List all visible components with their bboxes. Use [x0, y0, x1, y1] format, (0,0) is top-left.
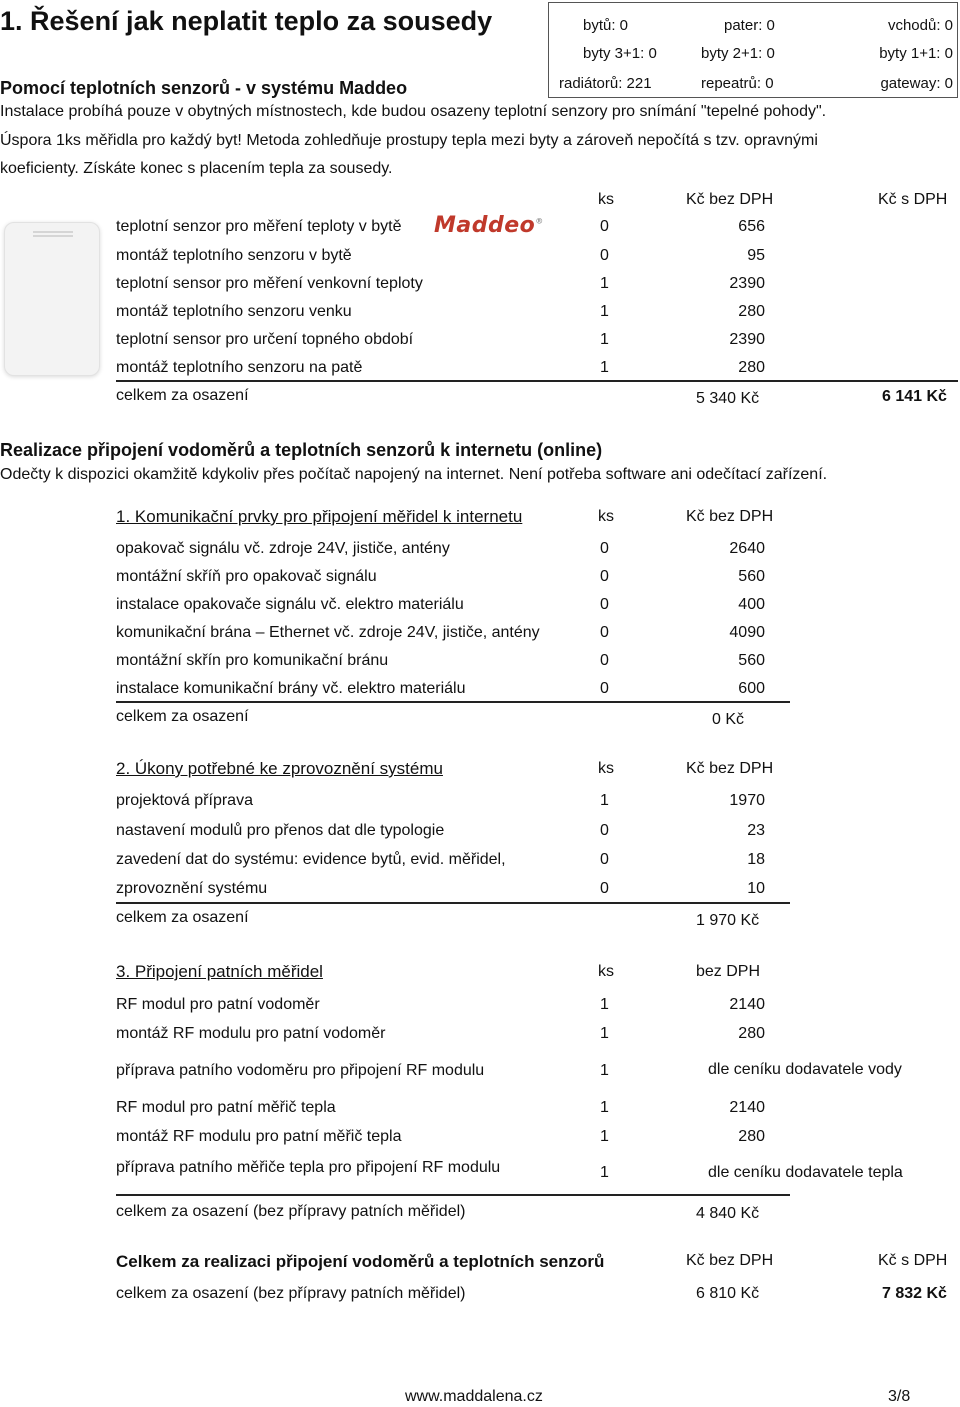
sensor-row-label: montáž teplotního senzoru v bytě	[116, 247, 352, 264]
sensor-row-price: 95	[747, 247, 765, 264]
summary-byty: bytů: 0	[583, 17, 629, 34]
sec2-row-label: zavedení dat do systému: evidence bytů, evid. měřidel,	[116, 851, 506, 868]
sec3-row-price: dle ceníku dodavatele vody	[708, 1061, 902, 1078]
sec1-row-ks: 0	[600, 624, 609, 641]
sec2-title: 2. Úkony potřebné ke zprovoznění systému	[116, 759, 443, 778]
intro-line-2: Úspora 1ks měřidla pro každý byt! Metoda zohledňuje prostupy tepla mezi byty a zároveň nepočítá s tzv. opravnými	[0, 132, 818, 149]
sec1-row-label: komunikační brána – Ethernet vč. zdroje 24V, jističe, antény	[116, 624, 540, 641]
sensor-row-ks: 0	[600, 218, 609, 235]
grand-heading: Celkem za realizaci připojení vodoměrů a teplotních senzorů	[116, 1252, 605, 1271]
sec3-row-ks: 1	[600, 1164, 609, 1181]
sec3-row-ks: 1	[600, 1062, 609, 1079]
sec2-row-ks: 1	[600, 792, 609, 809]
sec3-row-label: RF modul pro patní měřič tepla	[116, 1099, 336, 1116]
summary-byty21: byty 2+1: 0	[701, 45, 775, 62]
sec1-row-price: 2640	[729, 540, 765, 557]
sec2-col-bez: Kč bez DPH	[686, 760, 774, 777]
sec2-row-price: 1970	[729, 792, 765, 809]
sec3-row-price: 280	[738, 1128, 765, 1145]
sec1-row-ks: 0	[600, 680, 609, 697]
sec3-row-price: 2140	[729, 1099, 765, 1116]
sec1-row-price: 600	[738, 680, 765, 697]
online-heading: Realizace připojení vodoměrů a teplotních senzorů k internetu (online)	[0, 440, 603, 460]
sensors-col-ks: ks	[598, 191, 614, 208]
sensor-row-price: 656	[738, 218, 765, 235]
sensors-total-s: 6 141 Kč	[882, 388, 947, 405]
sec1-row-price: 4090	[729, 624, 765, 641]
sec3-row-ks: 1	[600, 996, 609, 1013]
sec1-row-label: montážní skříň pro opakovač signálu	[116, 568, 377, 585]
summary-byty31: byty 3+1: 0	[583, 45, 657, 62]
sec2-col-ks: ks	[598, 760, 614, 777]
sec3-total-label: celkem za osazení (bez přípravy patních měřidel)	[116, 1203, 466, 1220]
intro-line-1: Instalace probíhá pouze v obytných místnostech, kde budou osazeny teplotní senzory pro snímání "tepelné pohody".	[0, 103, 827, 120]
sensor-row-label: teplotní sensor pro měření venkovní teploty	[116, 275, 423, 292]
online-text: Odečty k dispozici okamžitě kdykoliv přes počítač napojený na internet. Není potřeba software ani odečítací zařízení.	[0, 466, 828, 483]
sec1-row-label: instalace opakovače signálu vč. elektro materiálu	[116, 596, 464, 613]
sec1-row-ks: 0	[600, 540, 609, 557]
sec2-row-price: 23	[747, 822, 765, 839]
sensors-total-bez: 5 340 Kč	[696, 390, 760, 407]
sec1-row-ks: 0	[600, 652, 609, 669]
grand-col-bez: Kč bez DPH	[686, 1252, 774, 1269]
sec3-divider	[116, 1194, 790, 1196]
sec3-row-price: dle ceníku dodavatele tepla	[708, 1164, 903, 1181]
sec2-row-ks: 0	[600, 851, 609, 868]
sensor-row-ks: 1	[600, 359, 609, 376]
sec3-row-label: montáž RF modulu pro patní měřič tepla	[116, 1128, 402, 1145]
sec3-total: 4 840 Kč	[696, 1205, 760, 1222]
sec1-row-ks: 0	[600, 596, 609, 613]
sec1-title: 1. Komunikační prvky pro připojení měřidel k internetu	[116, 507, 523, 526]
sensor-row-price: 2390	[729, 331, 765, 348]
sec1-row-price: 400	[738, 596, 765, 613]
sec1-row-label: montážní skřín pro komunikační bránu	[116, 652, 389, 669]
grand-total-bez: 6 810 Kč	[696, 1285, 760, 1302]
sensor-row-price: 280	[738, 359, 765, 376]
sec1-row-ks: 0	[600, 568, 609, 585]
sec1-row-label: opakovač signálu vč. zdroje 24V, jističe, antény	[116, 540, 450, 557]
sec3-row-label: montáž RF modulu pro patní vodoměr	[116, 1025, 386, 1042]
sensor-row-label: montáž teplotního senzoru venku	[116, 303, 352, 320]
sec2-row-ks: 0	[600, 880, 609, 897]
footer-page-number: 3/8	[888, 1388, 911, 1405]
sec3-row-price: 2140	[729, 996, 765, 1013]
sensors-total-label: celkem za osazení	[116, 387, 249, 404]
sec1-row-label: instalace komunikační brány vč. elektro materiálu	[116, 680, 466, 697]
sensor-row-label: teplotní senzor pro měření teploty v bytě	[116, 218, 402, 235]
sensor-row-price: 2390	[729, 275, 765, 292]
sec2-total-label: celkem za osazení	[116, 909, 249, 926]
sec2-row-label: nastavení modulů pro přenos dat dle typologie	[116, 822, 445, 839]
sensor-row-ks: 1	[600, 303, 609, 320]
maddeo-logo: Maddeo®	[432, 213, 548, 238]
sensor-row-ks: 1	[600, 331, 609, 348]
sec3-row-label: příprava patního vodoměru pro připojení RF modulu	[116, 1062, 485, 1079]
sec1-total: 0 Kč	[712, 711, 745, 728]
sensor-row-ks: 1	[600, 275, 609, 292]
sec1-row-price: 560	[738, 568, 765, 585]
summary-vchodu: vchodů: 0	[887, 17, 953, 34]
sec1-col-ks: ks	[598, 508, 614, 525]
sensor-image	[4, 222, 100, 376]
sec1-col-bez: Kč bez DPH	[686, 508, 774, 525]
summary-radiatoru: radiátorů: 221	[559, 75, 652, 92]
sec3-row-label: RF modul pro patní vodoměr	[116, 996, 320, 1013]
intro-line-3: koeficienty. Získáte konec s placením tepla za sousedy.	[0, 160, 393, 177]
sec3-col-bez: bez DPH	[696, 963, 761, 980]
sec2-divider	[116, 902, 790, 904]
sensor-row-price: 280	[738, 303, 765, 320]
summary-byty11: byty 1+1: 0	[879, 45, 953, 62]
grand-col-s: Kč s DPH	[878, 1252, 948, 1269]
sec2-row-ks: 0	[600, 822, 609, 839]
sec2-row-label: zprovoznění systému	[116, 880, 268, 897]
grand-label: celkem za osazení (bez přípravy patních měřidel)	[116, 1285, 466, 1302]
sensor-row-label: montáž teplotního senzoru na patě	[116, 359, 363, 376]
sec3-row-ks: 1	[600, 1025, 609, 1042]
sec3-row-label: příprava patního měřiče tepla pro připojení RF modulu	[116, 1159, 501, 1176]
sensor-row-ks: 0	[600, 247, 609, 264]
sec1-row-price: 560	[738, 652, 765, 669]
sec2-row-label: projektová příprava	[116, 792, 253, 809]
sec1-divider	[116, 701, 790, 703]
sec2-row-price: 10	[747, 880, 765, 897]
sensors-col-s: Kč s DPH	[878, 191, 948, 208]
page-subtitle: Pomocí teplotních senzorů - v systému Maddeo	[0, 78, 408, 98]
sec2-row-price: 18	[747, 851, 765, 868]
page-title: 1. Řešení jak neplatit teplo za sousedy	[0, 6, 493, 36]
sec2-total: 1 970 Kč	[696, 912, 760, 929]
summary-repeatru: repeatrů: 0	[701, 75, 774, 92]
sec3-col-ks: ks	[598, 963, 614, 980]
sensors-divider	[116, 380, 958, 382]
sec1-total-label: celkem za osazení	[116, 708, 249, 725]
summary-pater: pater: 0	[724, 17, 775, 34]
sec3-title: 3. Připojení patních měřidel	[116, 962, 323, 981]
summary-gateway: gateway: 0	[880, 75, 953, 92]
sensor-row-label: teplotní sensor pro určení topného období	[116, 331, 414, 348]
grand-total-s: 7 832 Kč	[882, 1285, 947, 1302]
sensors-col-bez: Kč bez DPH	[686, 191, 774, 208]
sec3-row-ks: 1	[600, 1128, 609, 1145]
sec3-row-ks: 1	[600, 1099, 609, 1116]
summary-box	[548, 2, 958, 98]
sec3-row-price: 280	[738, 1025, 765, 1042]
footer-url: www.maddalena.cz	[405, 1388, 543, 1405]
